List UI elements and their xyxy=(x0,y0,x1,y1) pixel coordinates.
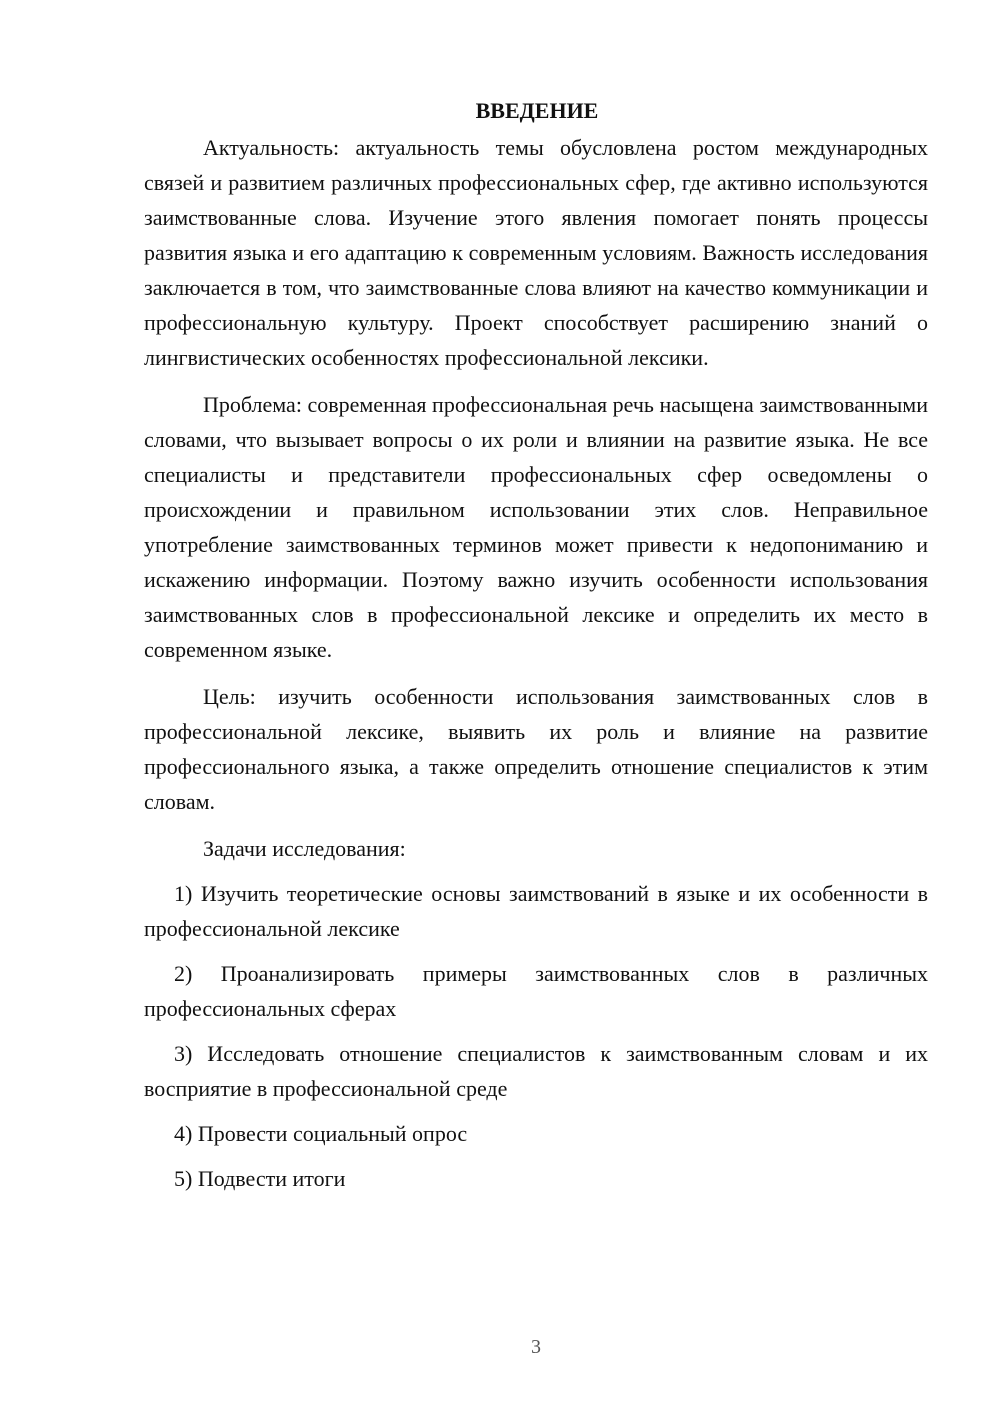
document-page xyxy=(144,96,928,1196)
paragraph-problem: Проблема: современная профессиональная речь насыщена заимствованными словами, что вызывает вопросы о их роли и влиянии на развитие языка. Не все специалисты и представители профессиональных сфер осведомлены о происхождении и правильном использовании этих слов. Неправильное употребление заимствованных терминов может привести к недопониманию и искажению информации. Поэтому важно изучить особенности использования заимствованных слов в профессиональной лексике и определить их место в современном языке. xyxy=(144,392,928,662)
section-title: ВВЕДЕНИЕ xyxy=(475,98,599,123)
page-number: 3 xyxy=(531,1336,541,1358)
task-item-1: 1) Изучить теоретические основы заимствований в языке и их особенности в профессиональной лексике xyxy=(144,881,928,941)
paragraph-tasks-heading: Задачи исследования: xyxy=(203,836,406,861)
task-item-4: 4) Провести социальный опрос xyxy=(174,1121,468,1146)
paragraph-goal: Цель: изучить особенности использования заимствованных слов в профессиональной лексике, выявить их роль и влияние на развитие профессионального языка, а также определить отношение специалистов к этим словам. xyxy=(144,684,928,814)
task-item-5: 5) Подвести итоги xyxy=(174,1166,346,1191)
task-item-2: 2) Проанализировать примеры заимствованных слов в различных профессиональных сферах xyxy=(144,961,928,1021)
task-item-3: 3) Исследовать отношение специалистов к заимствованным словам и их восприятие в профессиональной среде xyxy=(144,1041,928,1101)
paragraph-relevance: Актуальность: актуальность темы обусловлена ростом международных связей и развитием различных профессиональных сфер, где активно используются заимствованные слова. Изучение этого явления помогает понять процессы развития языка и его адаптацию к современным условиям. Важность исследования заключается в том, что заимствованные слова влияют на качество коммуникации и профессиональную культуру. Проект способствует расширению знаний о лингвистических особенностях профессиональной лексики. xyxy=(144,135,928,370)
